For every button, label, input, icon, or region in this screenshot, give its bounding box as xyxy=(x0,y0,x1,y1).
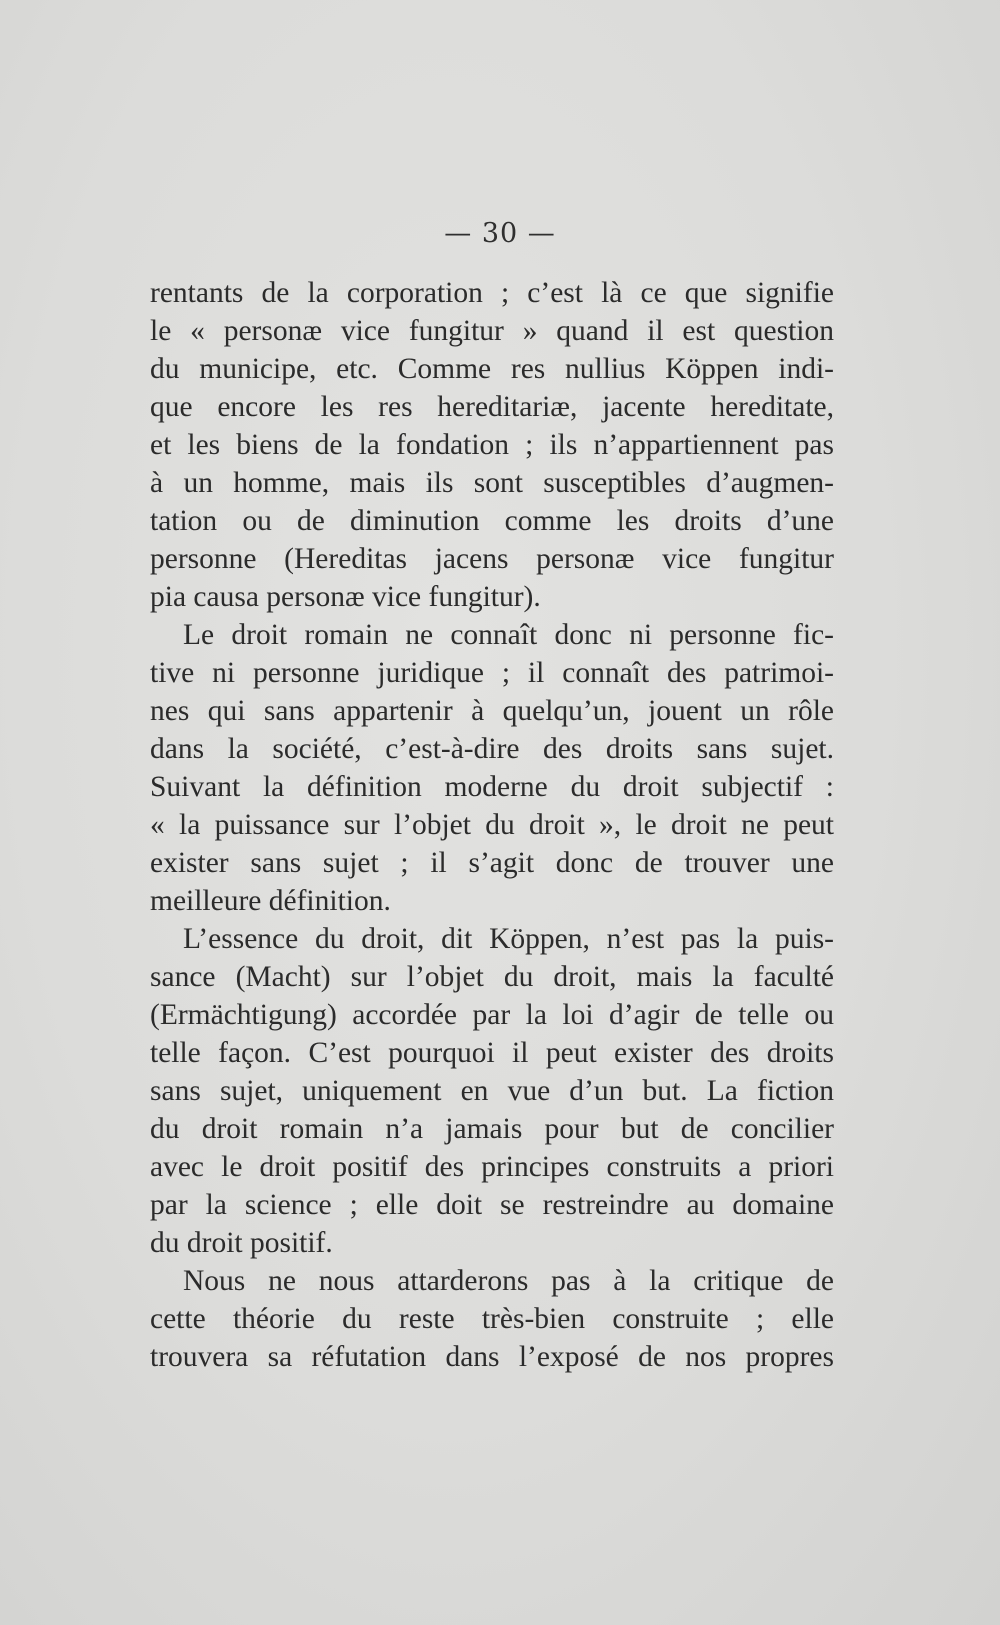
text-line: Suivant la définition moderne du droit subjectif : xyxy=(150,771,834,803)
text-line: le « personæ vice fungitur » quand il est question xyxy=(150,315,834,347)
text-line: du municipe, etc. Comme res nullius Köppen indi- xyxy=(150,353,834,385)
text-line: personne (Hereditas jacens personæ vice fungitur xyxy=(150,543,834,575)
text-line: sance (Macht) sur l’objet du droit, mais la faculté xyxy=(150,961,834,993)
paragraph-1 xyxy=(150,274,834,616)
text-line: (Ermächtigung) accordée par la loi d’agir de telle ou xyxy=(150,999,834,1031)
text-line: par la science ; elle doit se restreindre au domaine xyxy=(150,1189,834,1221)
text-line: avec le droit positif des principes construits a priori xyxy=(150,1151,834,1183)
text-line: L’essence du droit, dit Köppen, n’est pas la puis- xyxy=(183,923,834,955)
text-line: tation ou de diminution comme les droits d’une xyxy=(150,505,834,537)
text-line: du droit romain n’a jamais pour but de concilier xyxy=(150,1113,834,1145)
text-line: dans la société, c’est-à-dire des droits sans sujet. xyxy=(150,733,834,765)
text-line: meilleure définition. xyxy=(150,885,391,917)
paragraph-3 xyxy=(150,920,834,1262)
paragraph-4 xyxy=(150,1262,834,1376)
page-number: — 30 — xyxy=(444,218,556,249)
text-line: Le droit romain ne connaît donc ni personne fic- xyxy=(183,619,834,651)
text-line: telle façon. C’est pourquoi il peut exister des droits xyxy=(150,1037,834,1069)
text-line: « la puissance sur l’objet du droit », le droit ne peut xyxy=(150,809,834,841)
text-line: pia causa personæ vice fungitur). xyxy=(150,581,541,613)
text-line: à un homme, mais ils sont susceptibles d’augmen- xyxy=(150,467,834,499)
text-line: nes qui sans appartenir à quelqu’un, jouent un rôle xyxy=(150,695,834,727)
body-text xyxy=(150,274,834,1376)
paragraph-2 xyxy=(150,616,834,920)
text-line: sans sujet, uniquement en vue d’un but. La fiction xyxy=(150,1075,834,1107)
text-line: exister sans sujet ; il s’agit donc de trouver une xyxy=(150,847,834,879)
text-line: du droit positif. xyxy=(150,1227,333,1259)
text-line: rentants de la corporation ; c’est là ce que signifie xyxy=(150,277,834,309)
text-line: trouvera sa réfutation dans l’exposé de nos propres xyxy=(150,1341,834,1373)
text-line: cette théorie du reste très-bien construite ; elle xyxy=(150,1303,834,1335)
text-line: et les biens de la fondation ; ils n’appartiennent pas xyxy=(150,429,834,461)
text-line: que encore les res hereditariæ, jacente hereditate, xyxy=(150,391,834,423)
text-line: tive ni personne juridique ; il connaît des patrimoi- xyxy=(150,657,834,689)
text-line: Nous ne nous attarderons pas à la critique de xyxy=(183,1265,834,1297)
